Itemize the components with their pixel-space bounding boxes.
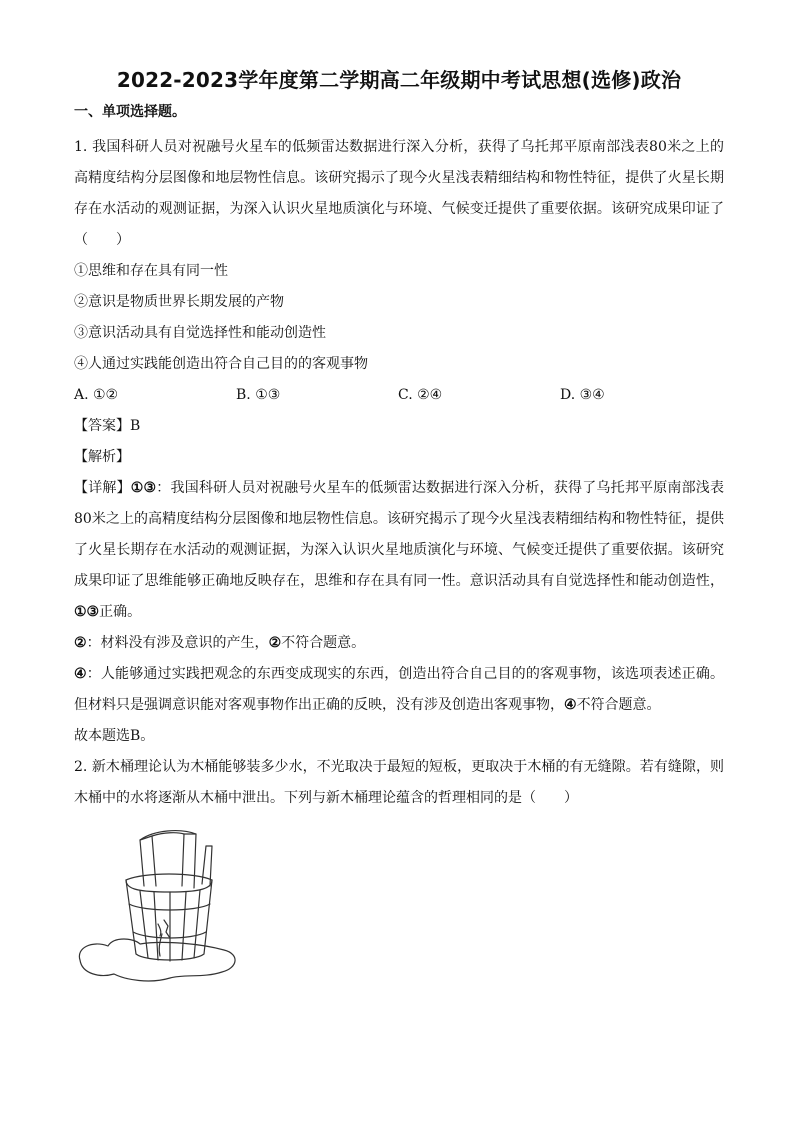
detail-text: 正确。 xyxy=(99,604,142,620)
detail-marker: ④ xyxy=(74,666,87,682)
section-heading: 一、单项选择题。 xyxy=(74,104,186,120)
option-b[interactable]: B. ①③ xyxy=(236,387,281,403)
option-a[interactable]: A. ①② xyxy=(74,387,119,403)
detail-marker: ①③ xyxy=(130,480,157,496)
page-title: 2022-2023学年度第二学期高二年级期中考试思想(选修)政治 xyxy=(116,68,682,92)
detail-paragraph-3 xyxy=(74,659,724,721)
leaking-bucket-icon xyxy=(74,828,244,988)
statement-2: ②意识是物质世界长期发展的产物 xyxy=(74,294,284,310)
statement-3: ③意识活动具有自觉选择性和能动创造性 xyxy=(74,325,326,341)
detail-marker: ② xyxy=(74,635,87,651)
answer-value: B xyxy=(130,418,141,434)
question-1-options xyxy=(74,380,724,411)
answer-line xyxy=(74,411,724,442)
detail-marker: ④ xyxy=(564,697,577,713)
question-2-stem: 2. 新木桶理论认为木桶能够装多少水，不光取决于最短的短板，更取决于木桶的有无缝隙。若有缝隙，则木桶中的水将逐渐从木桶中泄出。下列与新木桶理论蕴含的哲理相同的是（ ） xyxy=(74,759,724,806)
detail-text: ：材料没有涉及意识的产生， xyxy=(86,635,269,651)
detail-marker: ①③ xyxy=(74,604,100,620)
statement-1: ①思维和存在具有同一性 xyxy=(74,263,228,279)
leaking-bucket-illustration xyxy=(74,828,244,988)
analysis-tag: 【解析】 xyxy=(74,449,130,465)
detail-text: ：我国科研人员对祝融号火星车的低频雷达数据进行深入分析，获得了乌托邦平原南部浅表80米之上的高精度结构分层图像和地层物性信息。该研究揭示了现今火星浅表精细结构和物性特征，提供了火星长期存在水活动的观测证据，为深入认识火星地质演化与环境、气候变迁提供了重要依据。该研究成果印证了思维能够正确地反映存在，思维和存在具有同一性。意识活动具有自觉选择性和能动创造性， xyxy=(74,480,724,589)
option-d[interactable]: D. ③④ xyxy=(560,387,605,403)
conclusion-line: 故本题选B。 xyxy=(74,728,155,744)
option-c[interactable]: C. ②④ xyxy=(398,387,443,403)
detail-tag: 【详解】 xyxy=(74,480,131,496)
question-1-stem: 1. 我国科研人员对祝融号火星车的低频雷达数据进行深入分析，获得了乌托邦平原南部浅表80米之上的高精度结构分层图像和地层物性信息。该研究揭示了现今火星浅表精细结构和物性特征，提供了火星长期存在水活动的观测证据，为深入认识火星地质演化与环境、气候变迁提供了重要依据。该研究成果印证了（ ） xyxy=(74,139,724,248)
detail-paragraph-2 xyxy=(74,628,724,659)
answer-tag: 【答案】 xyxy=(74,418,130,434)
detail-paragraph-1 xyxy=(74,473,724,628)
detail-marker: ② xyxy=(268,635,282,651)
statement-4: ④人通过实践能创造出符合自己目的的客观事物 xyxy=(74,356,368,372)
detail-text: 不符合题意。 xyxy=(281,635,366,651)
detail-text: 不符合题意。 xyxy=(576,697,661,713)
detail-text: ：人能够通过实践把观念的东西变成现实的东西，创造出符合自己目的的客观事物，该选项表述正确。但材料只是强调意识能对客观事物作出正确的反映，没有涉及创造出客观事物， xyxy=(74,666,724,713)
